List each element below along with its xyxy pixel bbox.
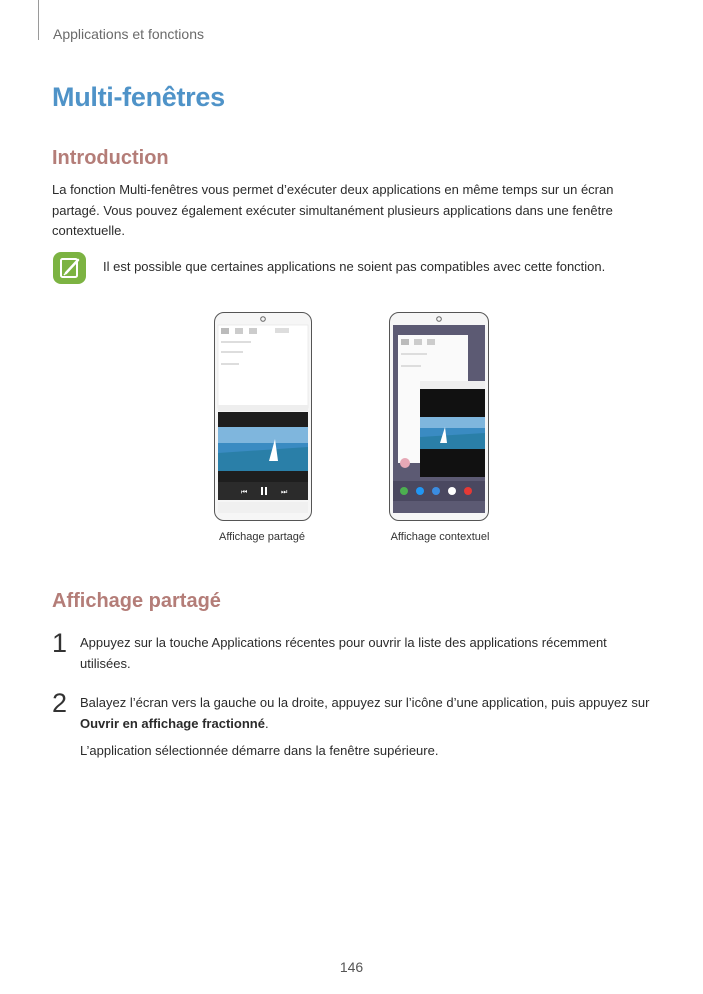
split-section-heading: Affichage partagé [52, 590, 221, 612]
figure-caption-split: Affichage partagé [218, 531, 306, 543]
header-rule [38, 0, 39, 40]
step-2-bold-option: Ouvrir en affichage fractionné [80, 715, 265, 731]
step-2-result-text: L’application sélectionnée démarre dans la fenêtre supérieure. [80, 743, 439, 758]
step-number-2: 2 [52, 688, 68, 718]
step-number-1: 1 [52, 628, 68, 658]
step-text-1: Appuyez sur la touche Applications récentes pour ouvrir la liste des applications récemment utilisées. [80, 635, 607, 671]
note-text: Il est possible que certaines applications ne soient pas compatibles avec cette fonction. [103, 259, 606, 274]
page-title: Multi-fenêtres [52, 82, 225, 112]
svg-text:⏮: ⏮ [241, 488, 248, 496]
step-text-2 [80, 693, 650, 734]
intro-paragraph: La fonction Multi-fenêtres vous permet d’exécuter deux applications en même temps sur un écran partagé. Vous pouvez également exécuter simultanément plusieurs applications dans une fenêtre contextuelle. [52, 182, 614, 238]
split-view-screen [215, 313, 311, 520]
intro-heading: Introduction [52, 147, 169, 169]
phone-split-view [214, 312, 312, 521]
phone-popup-view [389, 312, 489, 521]
svg-text:⏭: ⏭ [281, 488, 288, 496]
page-number: 146 [339, 959, 364, 975]
step-2-text-after: . [264, 715, 269, 731]
figure-caption-popup: Affichage contextuel [390, 531, 490, 543]
popup-view-screen [390, 313, 488, 520]
step-2-text-before: Balayez l’écran vers la gauche ou la droite, appuyez sur l’icône d’une application, puis appuyez sur [80, 695, 650, 710]
note-pencil-icon [53, 252, 86, 284]
header-section-title: Applications et fonctions [53, 26, 204, 42]
